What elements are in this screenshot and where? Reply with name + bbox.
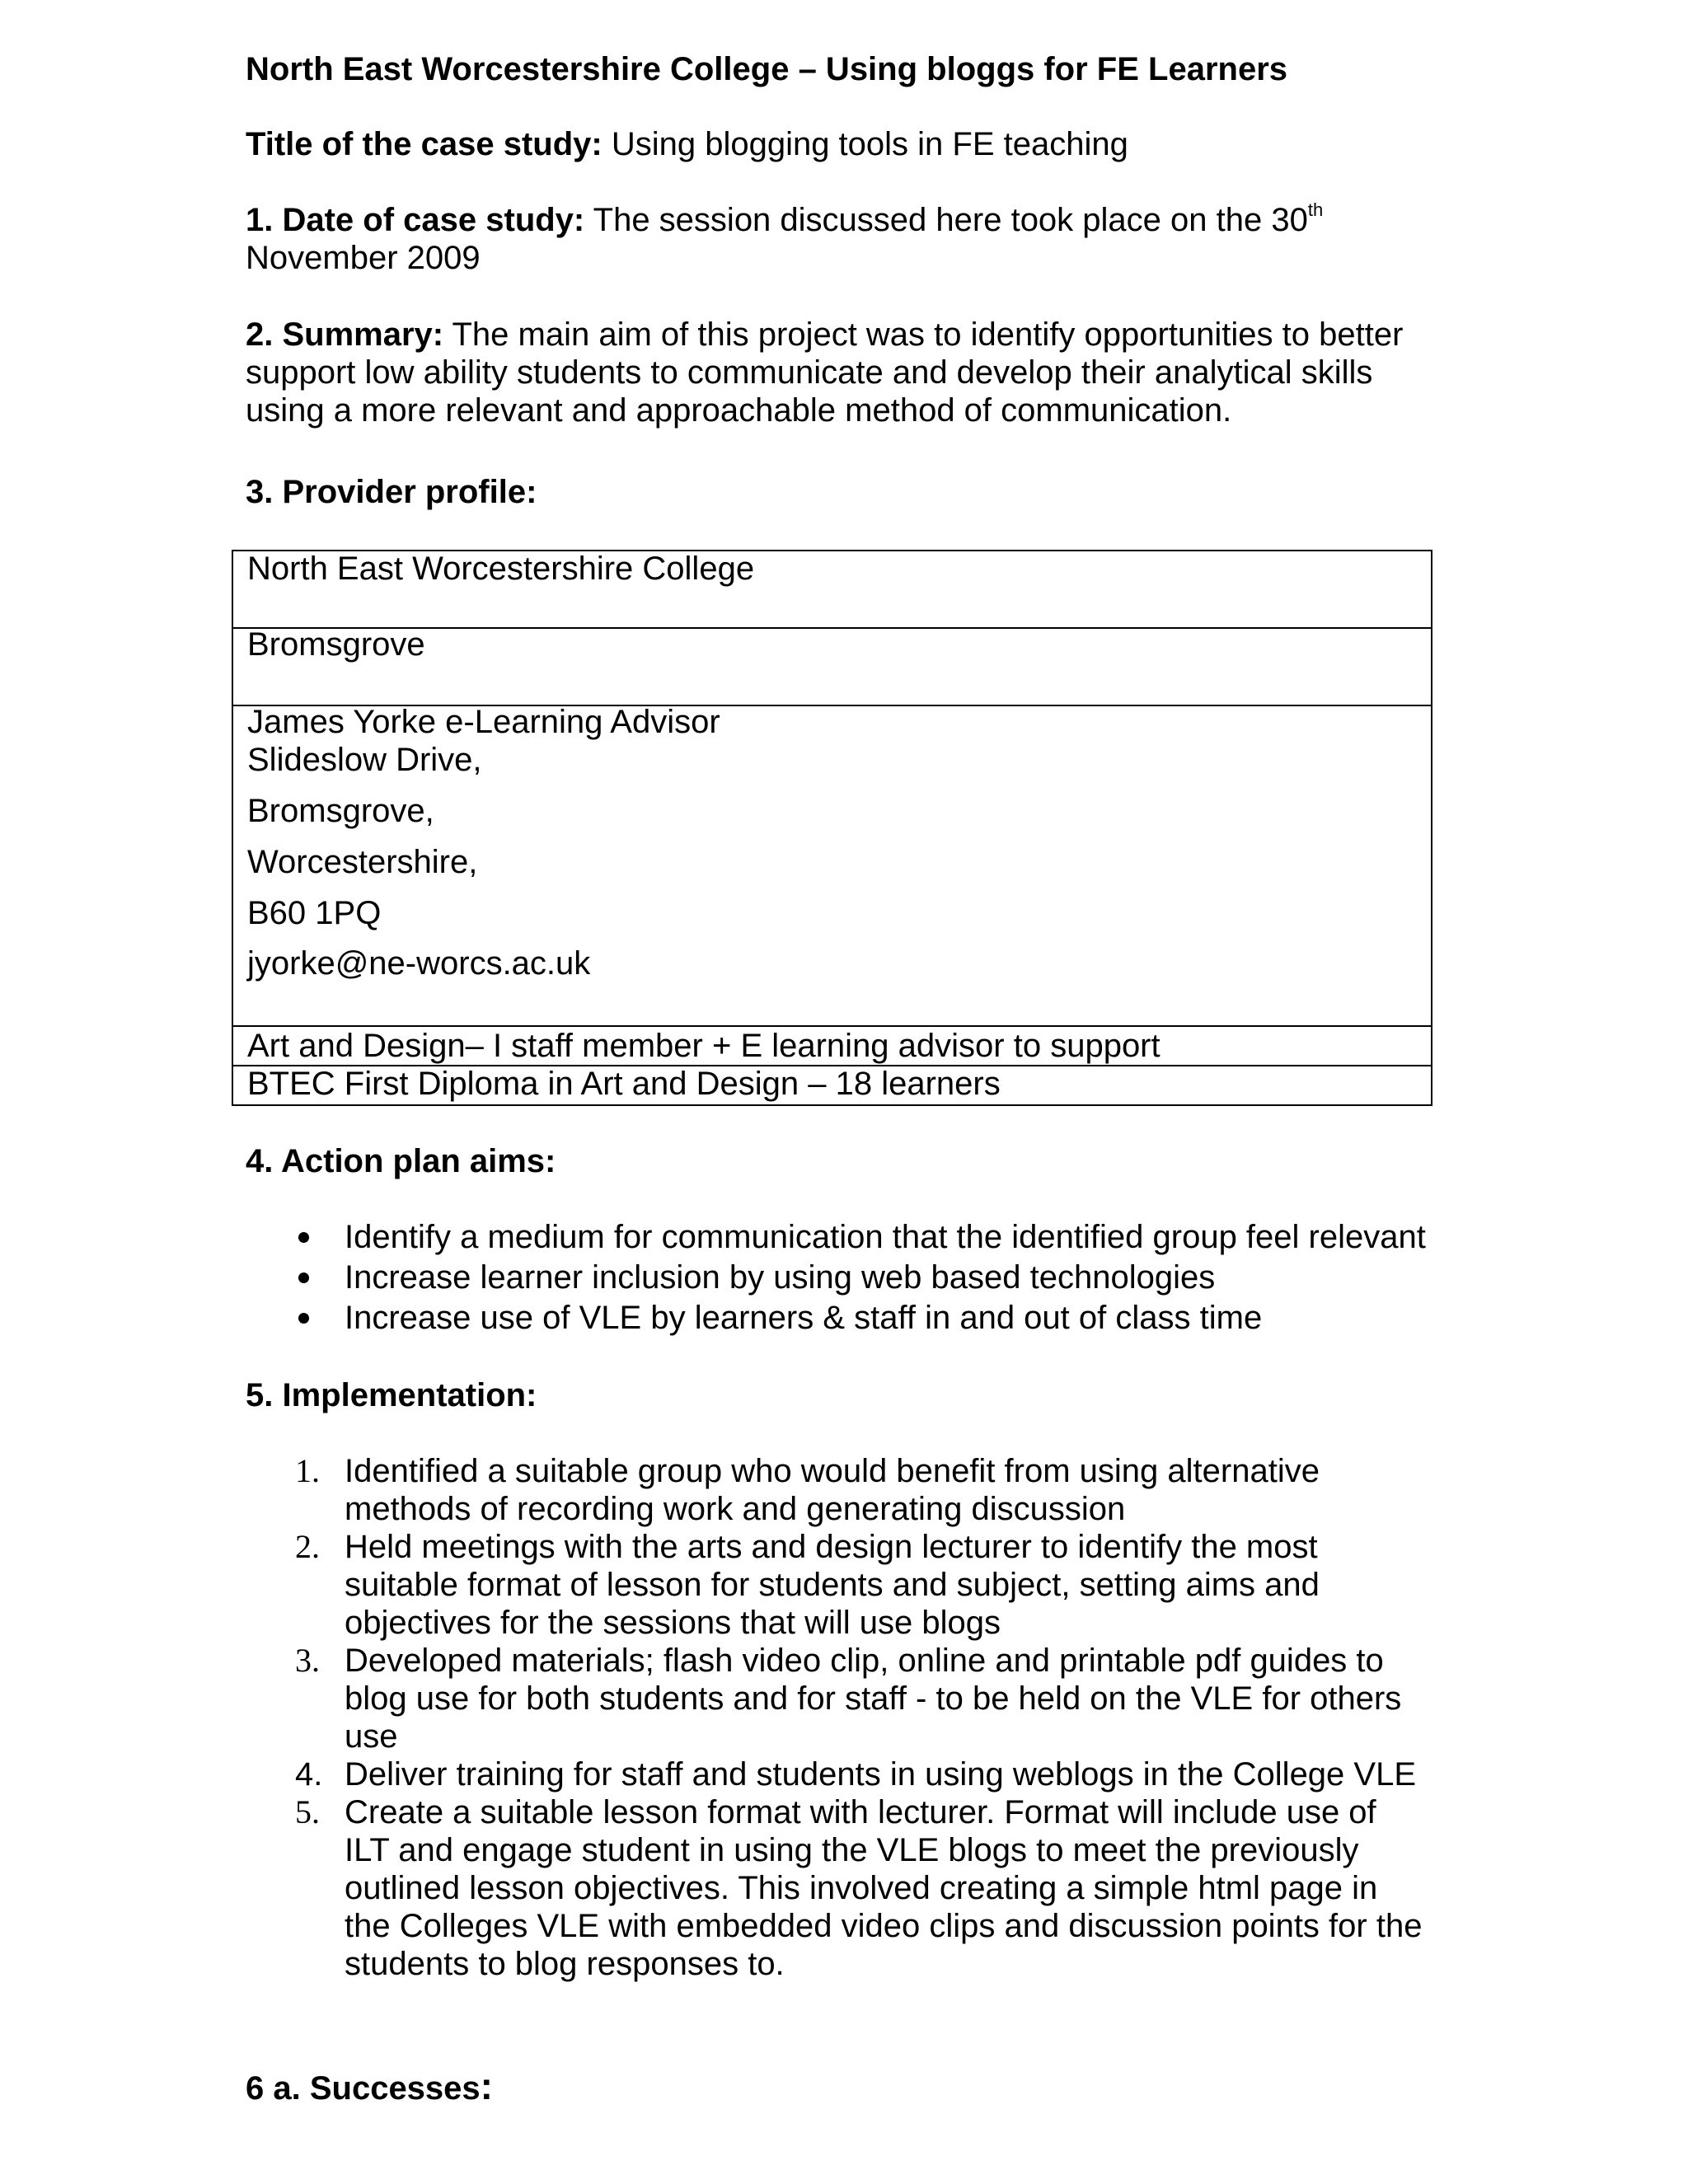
impl-item-3-line: Developed materials; flash video clip, online and printable pdf guides to — [345, 1643, 1384, 1679]
provider-row-course — [233, 1066, 1431, 1104]
implementation-heading: 5. Implementation: — [246, 1377, 537, 1413]
provider-table — [232, 550, 1432, 1106]
impl-number: 4. — [295, 1756, 323, 1793]
case-title-label: Title of the case study: — [246, 126, 603, 162]
case-title-value: Using blogging tools in FE teaching — [602, 126, 1128, 162]
impl-item-5-line: outlined lesson objectives. This involved creating a simple html page in — [345, 1870, 1378, 1906]
provider-college: North East Worcestershire College — [247, 551, 755, 587]
impl-item-3-line: use — [345, 1718, 398, 1755]
successes-colon: : — [480, 2064, 493, 2107]
impl-number: 5. — [295, 1793, 320, 1830]
provider-row-staffing — [233, 1027, 1431, 1066]
date-superscript: th — [1307, 199, 1324, 220]
impl-item-1-line: methods of recording work and generating discussion — [345, 1491, 1126, 1527]
aims-heading: 4. Action plan aims: — [246, 1143, 556, 1179]
successes-label: 6 a. Successes — [246, 2070, 481, 2107]
aim-item: Increase use of VLE by learners & staff in and out of class time — [345, 1300, 1263, 1336]
impl-number: 1. — [295, 1452, 320, 1489]
impl-item-5-line: ILT and engage student in using the VLE blogs to meet the previously — [345, 1832, 1359, 1868]
provider-town: Bromsgrove — [247, 626, 425, 663]
date-line-2: November 2009 — [246, 240, 481, 276]
impl-item-5-line: the Colleges VLE with embedded video clips and discussion points for the — [345, 1908, 1423, 1944]
impl-item-2-line: suitable format of lesson for students and subject, setting aims and — [345, 1567, 1320, 1603]
summary-label: 2. Summary: — [246, 316, 444, 353]
impl-item-2-line: Held meetings with the arts and design lecturer to identify the most — [345, 1529, 1318, 1565]
impl-item-2-line: objectives for the sessions that will use blogs — [345, 1605, 1001, 1641]
summary-text-1: The main aim of this project was to identify opportunities to better — [443, 316, 1404, 353]
impl-number: 2. — [295, 1528, 320, 1565]
impl-item-1-line: Identified a suitable group who would benefit from using alternative — [345, 1453, 1320, 1489]
provider-row-contact — [233, 706, 1431, 1027]
bullet-icon — [298, 1232, 309, 1243]
provider-postcode: B60 1PQ — [247, 895, 382, 931]
impl-item-5-line: Create a suitable lesson format with lecturer. Format will include use of — [345, 1794, 1376, 1830]
date-value: The session discussed here took place on the 30 — [584, 202, 1308, 238]
aim-item: Increase learner inclusion by using web based technologies — [345, 1259, 1216, 1296]
provider-address-2: Bromsgrove, — [247, 793, 434, 829]
provider-staffing: Art and Design– I staff member + E learning advisor to support — [247, 1028, 1160, 1064]
summary-line-2: support low ability students to communicate and develop their analytical skills — [246, 354, 1373, 391]
aim-item: Identify a medium for communication that the identified group feel relevant — [345, 1219, 1426, 1255]
impl-number: 3. — [295, 1642, 320, 1679]
bullet-icon — [298, 1272, 309, 1283]
case-title-line — [246, 125, 1128, 163]
provider-course: BTEC First Diploma in Art and Design – 18 learners — [247, 1066, 1001, 1102]
provider-contact-name: James Yorke e-Learning Advisor — [247, 704, 720, 740]
impl-item-4-line: Deliver training for staff and students in using weblogs in the College VLE — [345, 1756, 1417, 1793]
document-title: North East Worcestershire College – Using bloggs for FE Learners — [246, 51, 1288, 87]
impl-item-5-line: students to blog responses to. — [345, 1946, 785, 1982]
bullet-icon — [298, 1313, 309, 1324]
provider-row-college — [233, 551, 1431, 629]
successes-heading — [246, 2064, 493, 2107]
provider-heading: 3. Provider profile: — [246, 474, 537, 510]
impl-item-3-line: blog use for both students and for staff - to be held on the VLE for others — [345, 1680, 1402, 1717]
summary-line-3: using a more relevant and approachable method of communication. — [246, 392, 1232, 429]
provider-email: jyorke@ne-worcs.ac.uk — [247, 945, 591, 982]
summary-line-1 — [246, 316, 1403, 354]
provider-address-3: Worcestershire, — [247, 844, 478, 880]
date-label: 1. Date of case study: — [246, 202, 585, 238]
date-line — [246, 201, 1323, 239]
provider-row-town — [233, 626, 1431, 706]
provider-address-1: Slideslow Drive, — [247, 742, 482, 778]
